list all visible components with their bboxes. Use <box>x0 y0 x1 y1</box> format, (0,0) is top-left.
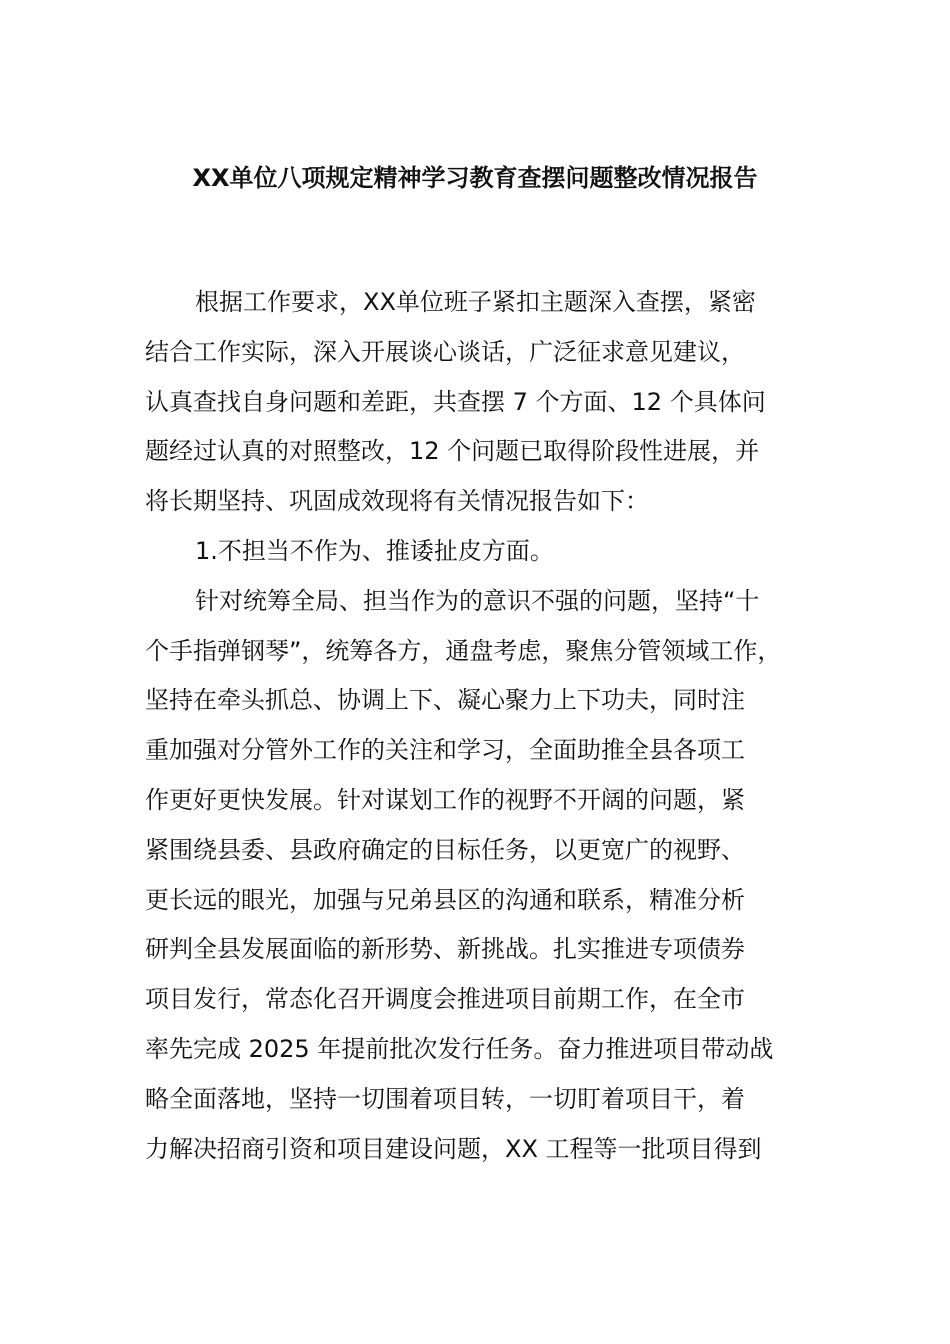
paragraph-section1-line-3: 坚持在牵头抓总、协调上下、凝心聚力上下功夫，同时注 <box>145 686 745 715</box>
paragraph-intro-line-1: 根据工作要求，XX单位班子紧扣主题深入查摆，紧密 <box>195 288 756 316</box>
paragraph-section1-line-8: 研判全县发展面临的新形势、新挑战。扎实推进专项债券 <box>145 935 745 964</box>
paragraph-section1-line-4: 重加强对分管外工作的关注和学习，全面助推全县各项工 <box>145 736 745 765</box>
paragraph-section1-line-12: 力解决招商引资和项目建设问题，XX 工程等一批项目得到 <box>145 1134 762 1163</box>
paragraph-intro-line-4: 题经过认真的对照整改，12 个问题已取得阶段性进展，并 <box>145 437 760 466</box>
paragraph-section1-line-7: 更长远的眼光，加强与兄弟县区的沟通和联系，精准分析 <box>145 885 745 914</box>
paragraph-section1-line-1: 针对统筹全局、担当作为的意识不强的问题，坚持“十 <box>195 586 760 615</box>
document-body <box>145 281 845 1177</box>
paragraph-intro-line-3: 认真查找自身问题和差距，共查摆 7 个方面、12 个具体问 <box>145 387 766 416</box>
paragraph-section1-line-5: 作更好更快发展。针对谋划工作的视野不开阔的问题，紧 <box>145 785 745 814</box>
paragraph-section1-line-9: 项目发行，常态化召开调度会推进项目前期工作，在全市 <box>145 985 745 1014</box>
paragraph-intro-line-2: 结合工作实际，深入开展谈心谈话，广泛征求意见建议， <box>145 337 745 366</box>
paragraph-section1-line-11: 略全面落地，坚持一切围着项目转，一切盯着项目干，着 <box>145 1084 745 1113</box>
document-title: XX单位八项规定精神学习教育查摆问题整改情况报告 <box>192 164 758 192</box>
paragraph-section1-line-10: 率先完成 2025 年提前批次发行任务。奋力推进项目带动战 <box>145 1034 774 1063</box>
section-heading-1: 1.不担当不作为、推诿扯皮方面。 <box>195 536 554 565</box>
paragraph-intro-line-5: 将长期坚持、巩固成效现将有关情况报告如下： <box>145 487 649 516</box>
paragraph-section1-line-2: 个手指弹钢琴”，统筹各方，通盘考虑，聚焦分管领域工作， <box>145 636 782 665</box>
paragraph-section1-line-6: 紧围绕县委、县政府确定的目标任务，以更宽广的视野、 <box>145 835 745 864</box>
